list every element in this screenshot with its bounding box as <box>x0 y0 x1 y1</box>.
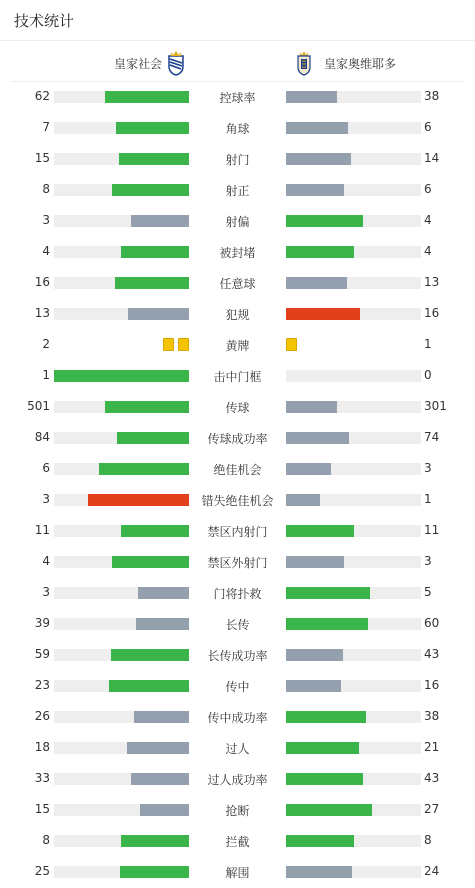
stat-label: 禁区内射门 <box>207 525 268 539</box>
stat-row <box>0 236 475 267</box>
stat-row <box>0 577 475 608</box>
away-stat-bar-fill <box>286 711 366 723</box>
away-stat-value: 1 <box>424 337 432 351</box>
home-stat-bar-fill <box>121 525 189 537</box>
home-stat-value: 18 <box>34 740 50 754</box>
home-stat-value: 59 <box>34 647 50 661</box>
away-stat-bar-fill <box>286 835 354 847</box>
home-stat-value: 16 <box>34 275 50 289</box>
home-stat-bar <box>54 277 189 289</box>
away-stat-bar-fill <box>286 525 354 537</box>
away-stat-bar-fill <box>286 804 372 816</box>
away-stat-bar <box>286 711 421 723</box>
home-stat-bar <box>54 215 189 227</box>
home-stat-bar-fill <box>136 618 189 630</box>
away-stat-bar <box>286 246 421 258</box>
home-stat-bar <box>54 308 189 320</box>
stat-row <box>0 453 475 484</box>
home-stat-bar-fill <box>109 680 189 692</box>
stat-label: 门将扑救 <box>213 587 262 601</box>
yellow-card-icon <box>163 338 174 351</box>
stat-label: 传球成功率 <box>207 432 268 446</box>
stat-label: 禁区外射门 <box>207 556 268 570</box>
home-stat-bar <box>54 401 189 413</box>
home-stat-value: 3 <box>42 585 50 599</box>
stat-label: 任意球 <box>219 277 256 291</box>
stat-row <box>0 360 475 391</box>
away-stat-bar-fill <box>286 246 354 258</box>
yellow-card-icon <box>286 338 297 351</box>
home-stat-bar-fill <box>121 835 189 847</box>
away-stat-bar <box>286 494 421 506</box>
away-stat-bar-fill <box>286 184 344 196</box>
away-stat-bar <box>286 122 421 134</box>
stat-row <box>0 515 475 546</box>
stat-label: 解围 <box>225 866 250 880</box>
home-stat-value: 2 <box>42 337 50 351</box>
away-stat-bar <box>286 835 421 847</box>
stat-label: 抢断 <box>225 804 250 818</box>
stat-label: 拦截 <box>225 835 250 849</box>
away-stat-value: 13 <box>424 275 440 289</box>
away-stat-bar-fill <box>286 463 331 475</box>
home-stat-value: 3 <box>42 492 50 506</box>
home-stat-value: 15 <box>34 802 50 816</box>
home-stat-bar <box>54 618 189 630</box>
home-yellow-cards <box>54 338 189 351</box>
away-stat-value: 43 <box>424 771 440 785</box>
stat-label: 射偏 <box>225 215 250 229</box>
away-stat-value: 301 <box>424 399 447 413</box>
home-stat-bar-fill <box>88 494 189 506</box>
home-stat-bar-fill <box>54 370 189 382</box>
home-stat-value: 7 <box>42 120 50 134</box>
stat-row <box>0 298 475 329</box>
stat-row <box>0 329 475 360</box>
home-stat-bar <box>54 680 189 692</box>
away-stat-bar <box>286 618 421 630</box>
away-stat-value: 74 <box>424 430 440 444</box>
away-yellow-cards <box>286 338 421 351</box>
home-stat-bar <box>54 184 189 196</box>
away-stat-bar-fill <box>286 432 349 444</box>
stat-row <box>0 639 475 670</box>
away-stat-bar-fill <box>286 494 320 506</box>
stat-row <box>0 608 475 639</box>
home-stat-value: 8 <box>42 182 50 196</box>
away-stat-bar <box>286 432 421 444</box>
away-stat-bar-fill <box>286 308 360 320</box>
away-stat-value: 0 <box>424 368 432 382</box>
away-stat-bar-fill <box>286 277 347 289</box>
away-stat-bar <box>286 525 421 537</box>
away-stat-bar-fill <box>286 215 363 227</box>
away-stat-value: 8 <box>424 833 432 847</box>
home-stat-bar-fill <box>134 711 189 723</box>
stat-row <box>0 732 475 763</box>
away-stat-value: 4 <box>424 244 432 258</box>
home-stat-bar <box>54 587 189 599</box>
stat-label: 黄牌 <box>225 339 250 353</box>
home-stat-bar-fill <box>115 277 189 289</box>
home-stat-value: 1 <box>42 368 50 382</box>
home-stat-bar-fill <box>120 866 189 878</box>
away-stat-value: 6 <box>424 120 432 134</box>
stat-label: 击中门框 <box>213 370 262 384</box>
stat-label: 被封堵 <box>219 246 256 260</box>
home-stat-bar <box>54 463 189 475</box>
away-stat-value: 16 <box>424 678 440 692</box>
away-stat-value: 14 <box>424 151 440 165</box>
home-stat-bar <box>54 556 189 568</box>
title-divider <box>0 40 475 41</box>
stat-label: 传中成功率 <box>207 711 268 725</box>
stats-list <box>0 81 475 887</box>
stat-row <box>0 143 475 174</box>
home-stat-value: 13 <box>34 306 50 320</box>
home-stat-bar-fill <box>117 432 189 444</box>
home-stat-value: 3 <box>42 213 50 227</box>
away-stat-bar <box>286 804 421 816</box>
home-stat-value: 62 <box>34 89 50 103</box>
away-stat-value: 60 <box>424 616 440 630</box>
home-stat-bar-fill <box>131 215 189 227</box>
home-stat-bar-fill <box>105 401 189 413</box>
home-stat-bar <box>54 153 189 165</box>
stat-label: 犯规 <box>225 308 250 322</box>
home-stat-bar <box>54 494 189 506</box>
stat-row <box>0 267 475 298</box>
home-stat-bar-fill <box>112 556 189 568</box>
home-stat-bar-fill <box>112 184 189 196</box>
home-stat-bar-fill <box>128 308 189 320</box>
away-stat-bar <box>286 773 421 785</box>
home-stat-bar-fill <box>121 246 189 258</box>
stat-label: 绝佳机会 <box>213 463 262 477</box>
stat-row <box>0 81 475 112</box>
stat-row <box>0 670 475 701</box>
teams-header <box>10 46 465 80</box>
home-stat-bar <box>54 122 189 134</box>
stat-row <box>0 422 475 453</box>
stat-label: 射门 <box>225 153 250 167</box>
stat-label: 射正 <box>225 184 250 198</box>
away-stat-value: 16 <box>424 306 440 320</box>
away-stat-bar <box>286 649 421 661</box>
away-stat-bar-fill <box>286 680 341 692</box>
stat-label: 过人 <box>225 742 250 756</box>
stat-row <box>0 794 475 825</box>
home-stat-bar-fill <box>111 649 189 661</box>
away-stat-value: 6 <box>424 182 432 196</box>
away-stat-bar-fill <box>286 556 344 568</box>
home-stat-value: 4 <box>42 554 50 568</box>
home-stat-value: 25 <box>34 864 50 878</box>
away-stat-value: 5 <box>424 585 432 599</box>
real-oviedo-crest-icon <box>294 50 314 76</box>
away-team[interactable] <box>294 46 396 80</box>
away-stat-bar <box>286 91 421 103</box>
away-stat-bar <box>286 153 421 165</box>
away-stat-value: 1 <box>424 492 432 506</box>
away-stat-bar <box>286 277 421 289</box>
home-stat-bar-fill <box>119 153 189 165</box>
stat-label: 错失绝佳机会 <box>201 494 274 508</box>
away-stat-value: 4 <box>424 213 432 227</box>
away-stat-bar-fill <box>286 122 348 134</box>
home-stat-value: 6 <box>42 461 50 475</box>
home-stat-bar-fill <box>138 587 189 599</box>
home-stat-value: 39 <box>34 616 50 630</box>
home-stat-value: 4 <box>42 244 50 258</box>
away-stat-bar <box>286 587 421 599</box>
away-stat-bar-fill <box>286 401 337 413</box>
away-stat-bar <box>286 463 421 475</box>
away-stat-bar-fill <box>286 742 359 754</box>
home-stat-bar <box>54 866 189 878</box>
stat-label: 传球 <box>225 401 250 415</box>
away-stat-bar <box>286 370 421 382</box>
home-stat-bar <box>54 525 189 537</box>
page-title: 技术统计 <box>14 12 75 30</box>
away-stat-bar-fill <box>286 773 363 785</box>
home-stat-bar-fill <box>116 122 189 134</box>
stat-row <box>0 546 475 577</box>
away-team-name: 皇家奥维耶多 <box>324 56 397 71</box>
away-stat-bar <box>286 184 421 196</box>
home-stat-bar <box>54 246 189 258</box>
away-stat-bar <box>286 308 421 320</box>
stat-row <box>0 174 475 205</box>
home-stat-bar-fill <box>99 463 189 475</box>
stat-label: 长传成功率 <box>207 649 268 663</box>
home-stat-bar <box>54 370 189 382</box>
stat-row <box>0 701 475 732</box>
away-stat-bar <box>286 401 421 413</box>
away-stat-bar <box>286 680 421 692</box>
away-stat-value: 24 <box>424 864 440 878</box>
stat-row <box>0 856 475 887</box>
away-stat-bar <box>286 742 421 754</box>
away-stat-bar <box>286 215 421 227</box>
home-stat-bar <box>54 835 189 847</box>
stat-row <box>0 205 475 236</box>
home-team-name: 皇家社会 <box>114 56 163 71</box>
stat-row <box>0 112 475 143</box>
away-stat-bar-fill <box>286 587 370 599</box>
away-stat-bar <box>286 556 421 568</box>
home-stat-value: 15 <box>34 151 50 165</box>
home-stat-bar <box>54 804 189 816</box>
home-stat-bar-fill <box>140 804 189 816</box>
stat-label: 控球率 <box>219 91 256 105</box>
home-stat-value: 33 <box>34 771 50 785</box>
stat-label: 角球 <box>225 122 250 136</box>
home-stat-value: 11 <box>34 523 50 537</box>
away-stat-bar-fill <box>286 91 337 103</box>
away-stat-value: 11 <box>424 523 440 537</box>
home-stat-bar <box>54 432 189 444</box>
stat-row <box>0 825 475 856</box>
home-stat-bar <box>54 711 189 723</box>
away-stat-bar-fill <box>286 153 351 165</box>
stat-label: 长传 <box>225 618 250 632</box>
stat-row <box>0 763 475 794</box>
home-stat-value: 26 <box>34 709 50 723</box>
home-stat-bar <box>54 91 189 103</box>
home-stat-value: 8 <box>42 833 50 847</box>
stat-row <box>0 391 475 422</box>
stat-label: 传中 <box>225 680 250 694</box>
away-stat-bar-fill <box>286 649 343 661</box>
home-stat-value: 23 <box>34 678 50 692</box>
home-stat-bar-fill <box>127 742 189 754</box>
away-stat-value: 43 <box>424 647 440 661</box>
home-stat-bar <box>54 649 189 661</box>
home-stat-bar <box>54 742 189 754</box>
away-stat-value: 27 <box>424 802 440 816</box>
home-stat-value: 84 <box>34 430 50 444</box>
real-sociedad-crest-icon <box>166 50 186 76</box>
away-stat-value: 38 <box>424 709 440 723</box>
away-stat-bar <box>286 866 421 878</box>
away-stat-value: 38 <box>424 89 440 103</box>
away-stat-value: 21 <box>424 740 440 754</box>
away-stat-bar-fill <box>286 866 352 878</box>
home-stat-bar <box>54 773 189 785</box>
home-stat-bar-fill <box>105 91 189 103</box>
stat-label: 过人成功率 <box>207 773 268 787</box>
stat-row <box>0 484 475 515</box>
yellow-card-icon <box>178 338 189 351</box>
home-stat-bar-fill <box>131 773 189 785</box>
home-team[interactable] <box>114 46 186 80</box>
home-stat-value: 501 <box>27 399 50 413</box>
away-stat-bar-fill <box>286 618 368 630</box>
away-stat-value: 3 <box>424 554 432 568</box>
away-stat-value: 3 <box>424 461 432 475</box>
